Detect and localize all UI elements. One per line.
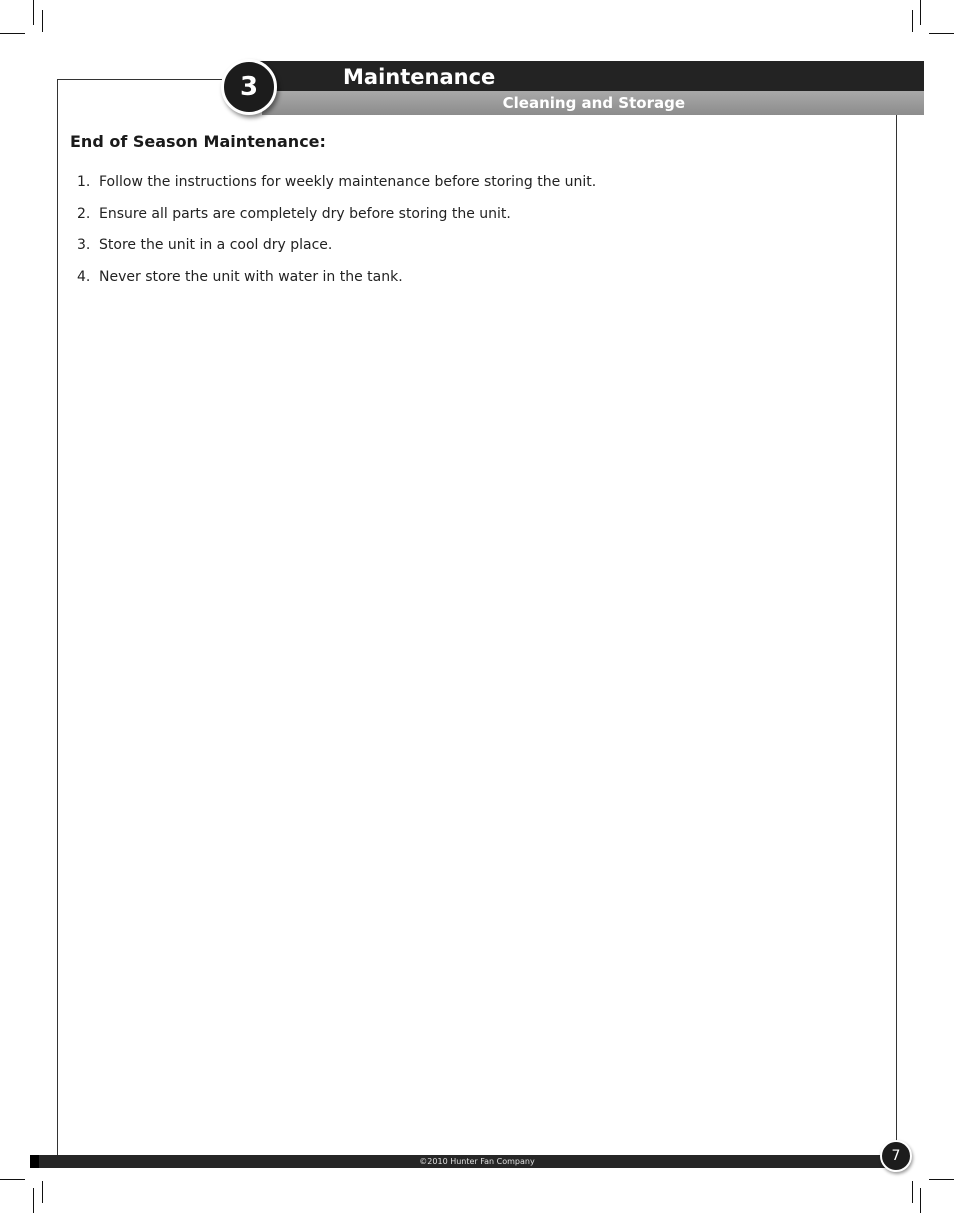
section-heading: End of Season Maintenance: bbox=[70, 132, 326, 151]
page-title: Maintenance bbox=[343, 65, 496, 89]
page-frame-right bbox=[896, 115, 897, 1145]
crop-mark bbox=[920, 0, 921, 25]
step-text: Ensure all parts are completely dry before storing the unit. bbox=[99, 205, 511, 222]
step-text: Store the unit in a cool dry place. bbox=[99, 237, 333, 253]
page-frame-left bbox=[57, 79, 58, 1155]
page-subtitle: Cleaning and Storage bbox=[502, 94, 685, 112]
crop-mark bbox=[929, 1179, 954, 1180]
step-number: 4. bbox=[77, 268, 91, 285]
crop-mark bbox=[42, 10, 43, 32]
page-number-badge: 7 bbox=[880, 1140, 912, 1172]
crop-mark bbox=[0, 1179, 25, 1180]
step-number: 1. bbox=[77, 174, 91, 190]
list-item bbox=[77, 204, 596, 236]
crop-mark bbox=[0, 33, 25, 34]
section-number-badge: 3 bbox=[221, 59, 277, 115]
crop-mark bbox=[33, 1188, 34, 1213]
crop-mark bbox=[929, 33, 954, 34]
copyright-text: ©2010 Hunter Fan Company bbox=[419, 1157, 535, 1166]
list-item bbox=[77, 172, 596, 204]
page-frame-top bbox=[57, 79, 232, 80]
list-item bbox=[77, 235, 596, 267]
crop-mark bbox=[912, 10, 913, 32]
step-text: Never store the unit with water in the tank. bbox=[99, 268, 403, 285]
crop-mark bbox=[33, 0, 34, 25]
step-number: 2. bbox=[77, 205, 91, 222]
step-number: 3. bbox=[77, 237, 91, 253]
crop-mark bbox=[912, 1181, 913, 1203]
list-item bbox=[77, 267, 596, 299]
maintenance-steps-list bbox=[77, 172, 596, 298]
crop-mark bbox=[920, 1188, 921, 1213]
step-text: Follow the instructions for weekly maintenance before storing the unit. bbox=[99, 174, 597, 190]
crop-mark bbox=[42, 1181, 43, 1203]
